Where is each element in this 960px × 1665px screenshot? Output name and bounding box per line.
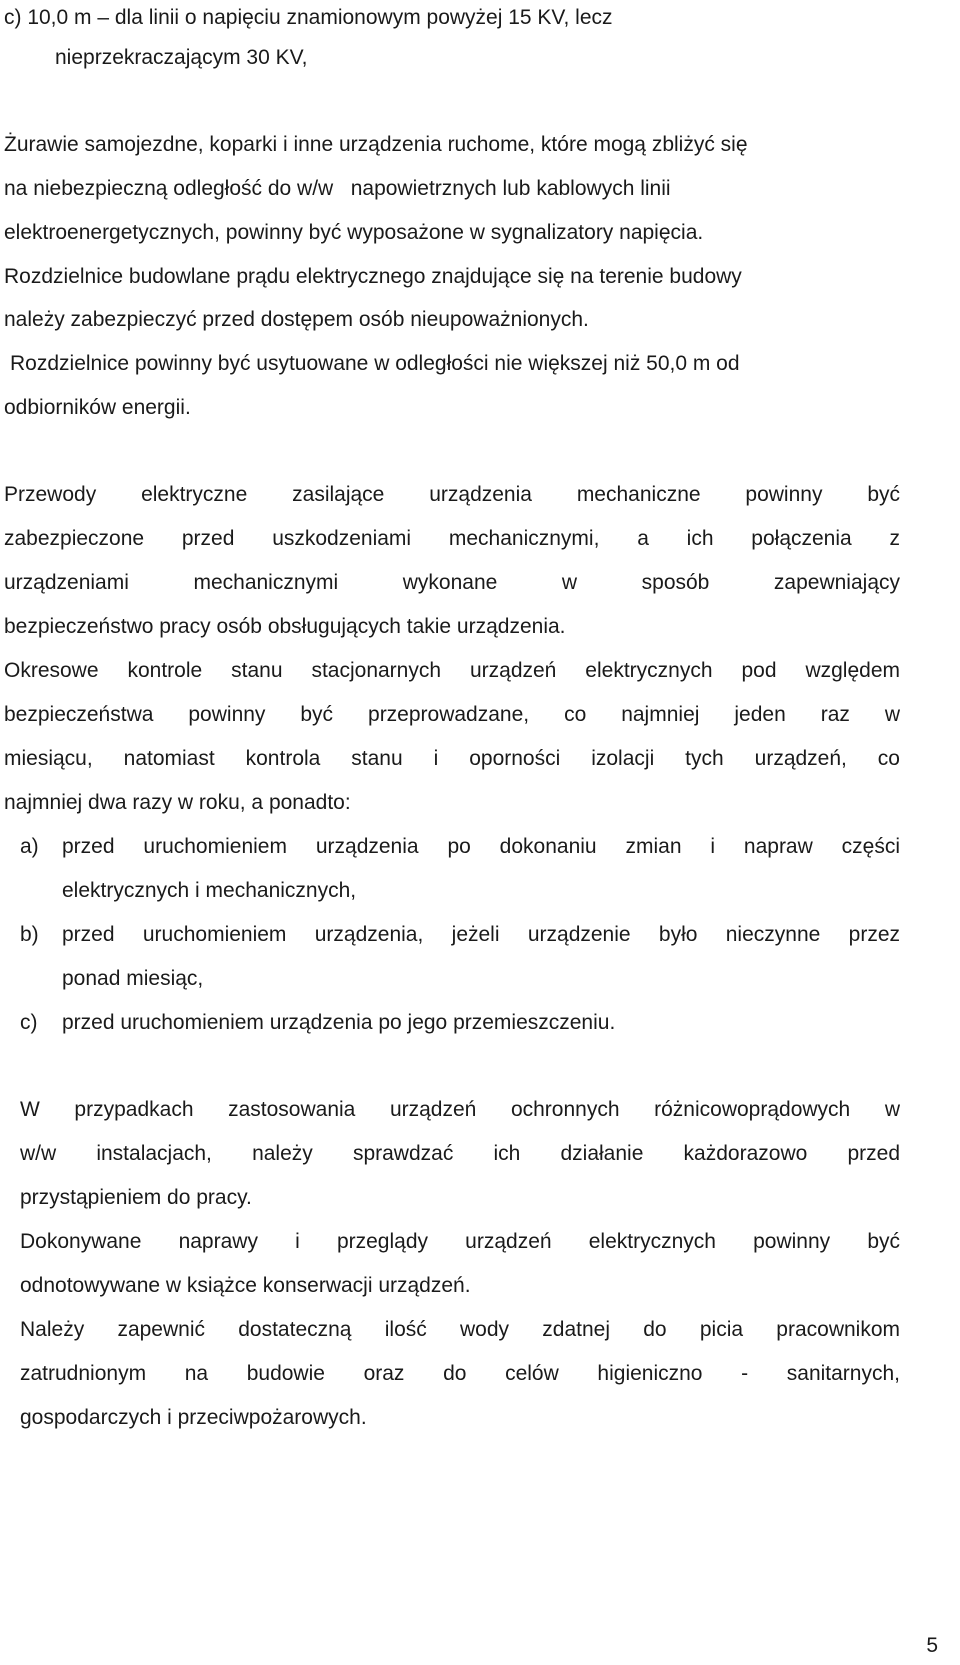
text-line: odnotowywane w książce konserwacji urządzeń. xyxy=(20,1274,471,1297)
list-label: c) xyxy=(20,1011,38,1034)
text-line: Okresowe kontrole stanu stacjonarnych urządzeń elektrycznych pod względem xyxy=(4,659,900,682)
text-line: elektroenergetycznych, powinny być wyposażone w sygnalizatory napięcia. xyxy=(4,221,704,244)
text-line: Żurawie samojezdne, koparki i inne urządzenia ruchome, które mogą zbliżyć się xyxy=(4,133,748,156)
text-line: przystąpieniem do pracy. xyxy=(20,1186,252,1209)
text-line: urządzeniami mechanicznymi wykonane w sposób zapewniający xyxy=(4,571,900,594)
text-line: bezpieczeństwa powinny być przeprowadzane, co najmniej jeden raz w xyxy=(4,703,900,726)
list-label: b) xyxy=(20,923,39,946)
text-line: Przewody elektryczne zasilające urządzenia mechaniczne powinny być xyxy=(4,483,900,506)
page-number: 5 xyxy=(926,1634,938,1657)
text-line: Rozdzielnice budowlane prądu elektrycznego znajdujące się na terenie budowy xyxy=(4,265,742,288)
text-line: zabezpieczone przed uszkodzeniami mechanicznymi, a ich połączenia z xyxy=(4,527,900,550)
list-item-text: ponad miesiąc, xyxy=(62,967,204,990)
list-item-text: przed uruchomieniem urządzenia po dokonaniu zmian i napraw części xyxy=(62,835,900,858)
list-item-text: przed uruchomieniem urządzenia, jeżeli urządzenie było nieczynne przez xyxy=(62,923,900,946)
text-line: zatrudnionym na budowie oraz do celów higieniczno - sanitarnych, xyxy=(20,1362,900,1385)
text-line: nieprzekraczającym 30 KV, xyxy=(55,46,308,69)
text-line: Rozdzielnice powinny być usytuowane w odległości nie większej niż 50,0 m od xyxy=(10,352,740,375)
text-line: na niebezpieczną odległość do w/w napowietrznych lub kablowych linii xyxy=(4,177,671,200)
text-line: w/w instalacjach, należy sprawdzać ich działanie każdorazowo przed xyxy=(20,1142,900,1165)
text-line: bezpieczeństwo pracy osób obsługujących takie urządzenia. xyxy=(4,615,566,638)
list-item-text: elektrycznych i mechanicznych, xyxy=(62,879,357,902)
text-line: c) 10,0 m – dla linii o napięciu znamionowym powyżej 15 KV, lecz xyxy=(4,6,613,29)
text-line: Dokonywane naprawy i przeglądy urządzeń elektrycznych powinny być xyxy=(20,1230,900,1253)
text-line: miesiącu, natomiast kontrola stanu i oporności izolacji tych urządzeń, co xyxy=(4,747,900,770)
text-line: odbiorników energii. xyxy=(4,396,191,419)
text-line: Należy zapewnić dostateczną ilość wody zdatnej do picia pracownikom xyxy=(20,1318,900,1341)
text-line: gospodarczych i przeciwpożarowych. xyxy=(20,1406,367,1429)
list-item-text: przed uruchomieniem urządzenia po jego przemieszczeniu. xyxy=(62,1011,616,1034)
text-line: należy zabezpieczyć przed dostępem osób nieupoważnionych. xyxy=(4,308,589,331)
text-line: W przypadkach zastosowania urządzeń ochronnych różnicowoprądowych w xyxy=(20,1098,900,1121)
list-label: a) xyxy=(20,835,39,858)
text-line: najmniej dwa razy w roku, a ponadto: xyxy=(4,791,351,814)
